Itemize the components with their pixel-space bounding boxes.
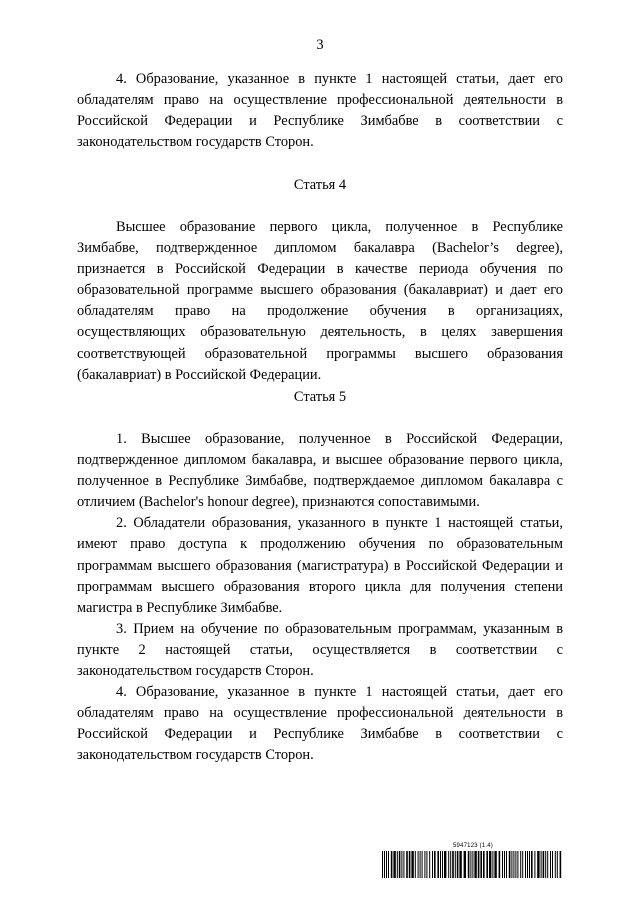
- barcode: [382, 843, 564, 878]
- article5-paragraph-2: 2. Обладатели образования, указанного в пункте 1 настоящей статьи, имеют право доступа к продолжению обучения по образовательным программам высшего образования (магистратура) в Российской Федерации и программам высшего образования второго цикла для получения степени магистра в Республике Зимбабве.: [77, 515, 563, 616]
- article4-heading: Статья 4: [293, 177, 347, 193]
- article5-body: [77, 429, 563, 767]
- article4-paragraph: Высшее образование первого цикла, полученное в Республике Зимбабве, подтвержденное дипломом бакалавра (Bachelor’s degree), признается в Российской Федерации в качестве периода обучения по образовательной программе высшего образования (бакалавриат) и дает его обладателям право на продолжение обучения в организациях, осуществляющих образовательную деятельность, в целях завершения соответствующей образовательной программы высшего образования (бакалавриат) в Российской Федерации.: [77, 219, 563, 383]
- article3-paragraph-4: 4. Образование, указанное в пункте 1 настоящей статьи, дает его обладателям право на осуществление профессиональной деятельности в Российской Федерации и Республике Зимбабве в соответствии с законодательством государств Сторон.: [77, 71, 563, 151]
- article5-paragraph-1: 1. Высшее образование, полученное в Российской Федерации, подтвержденное дипломом бакалавра, и высшее образование первого цикла, полученное в Республике Зимбабве, подтверждаемое дипломом бакалавра с отличием (Bachelor's honour degree), признаются сопоставимыми.: [77, 431, 563, 511]
- article5-heading: Статья 5: [293, 389, 347, 405]
- barcode-icon: [382, 851, 564, 878]
- barcode-code-text: 5947123 (1.4): [453, 843, 493, 849]
- page-number: 3: [316, 37, 324, 53]
- article5-paragraph-3: 3. Прием на обучение по образовательным программам, указанным в пункте 2 настоящей статьи, осуществляется в соответствии с законодательством государств Сторон.: [77, 620, 563, 680]
- article5-paragraph-4: 4. Образование, указанное в пункте 1 настоящей статьи, дает его обладателям право на осуществление профессиональной деятельности в Российской Федерации и Республике Зимбабве в соответствии с законодательством государств Сторон.: [77, 684, 563, 764]
- article4-body: [77, 217, 563, 386]
- article3-clause4: [77, 69, 563, 153]
